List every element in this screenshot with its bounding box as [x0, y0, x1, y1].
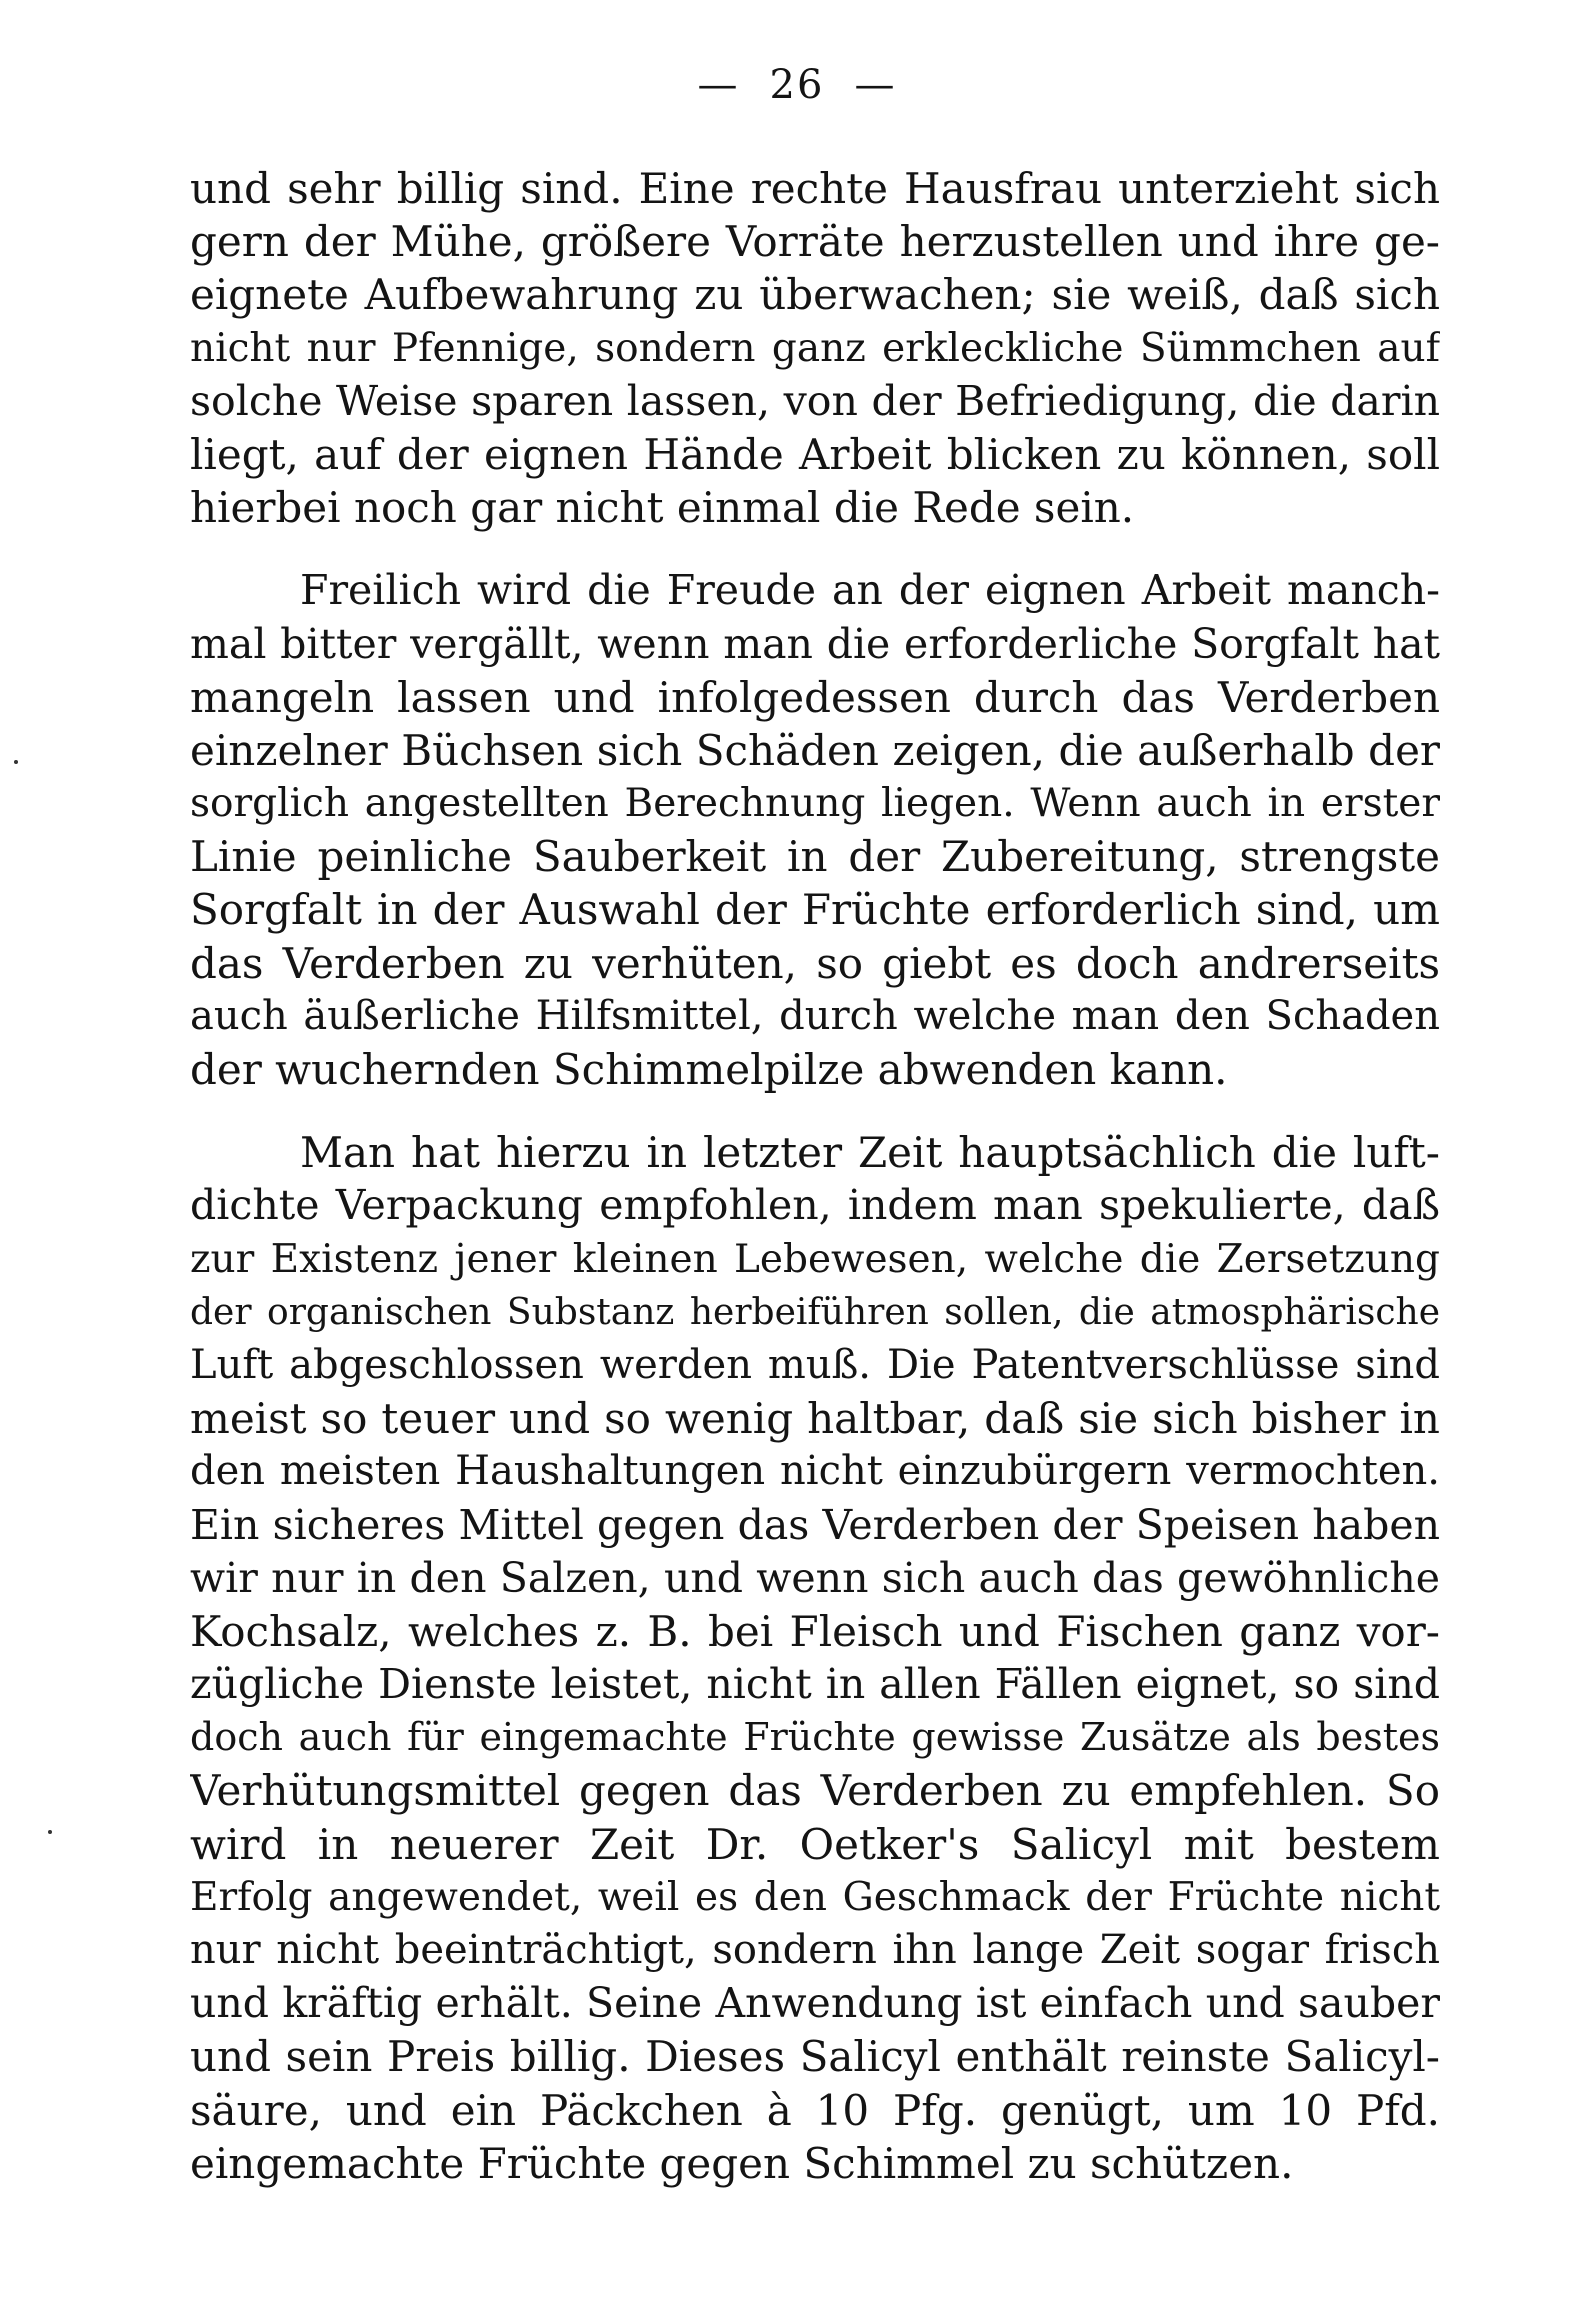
text-line: hierbei noch gar nicht einmal die Rede sein.	[190, 483, 1135, 533]
text-line: dichte Verpackung empfohlen, indem man spekulierte, daß	[190, 1181, 1440, 1230]
text-line: wir nur in den Salzen, und wenn sich auch das gewöhnliche	[190, 1553, 1440, 1602]
text-line: nur nicht beeinträchtigt, sondern ihn lange Zeit sogar frisch	[190, 1927, 1440, 1973]
text-line: zur Existenz jener kleinen Lebewesen, welche die Zersetzung	[190, 1236, 1440, 1282]
page-number: 26	[769, 62, 825, 108]
text-line: Ein sicheres Mittel gegen das Verderben der Speisen haben	[190, 1500, 1440, 1549]
text-line: gern der Mühe, größere Vorräte herzustellen und ihre ge-	[190, 217, 1440, 267]
text-line: mal bitter vergällt, wenn man die erforderliche Sorgfalt hat	[190, 619, 1440, 668]
text-line: mangeln lassen und infolgedessen durch das Verderben	[190, 672, 1440, 722]
text-line: solche Weise sparen lassen, von der Befriedigung, die darin	[190, 376, 1440, 425]
page-header	[0, 60, 1594, 110]
text-line: Verhütungsmittel gegen das Verderben zu empfehlen. So	[190, 1766, 1440, 1816]
text-line: der organischen Substanz herbeiführen sollen, die atmosphärische	[190, 1291, 1440, 1333]
text-line: Freilich wird die Freude an der eignen Arbeit manch-	[300, 566, 1440, 615]
text-line: wird in neuerer Zeit Dr. Oetker's Salicyl mit bestem	[190, 1819, 1440, 1869]
text-line: nicht nur Pfennige, sondern ganz erkleckliche Sümmchen auf	[190, 325, 1440, 371]
text-line: Erfolg angewendet, weil es den Geschmack der Früchte nicht	[190, 1874, 1440, 1920]
text-line: meist so teuer und so wenig haltbar, daß sie sich bisher in	[190, 1394, 1440, 1444]
text-line: und sehr billig sind. Eine rechte Hausfrau unterzieht sich	[190, 164, 1440, 213]
text-line: auch äußerliche Hilfsmittel, durch welche man den Schaden	[190, 992, 1440, 1039]
scan-speck	[48, 1830, 52, 1834]
text-line: zügliche Dienste leistet, nicht in allen Fällen eignet, so sind	[190, 1660, 1440, 1709]
text-line: Kochsalz, welches z. B. bei Fleisch und Fischen ganz vor-	[190, 1606, 1440, 1656]
paragraph-3	[190, 1126, 1440, 2190]
text-line: und sein Preis billig. Dieses Salicyl enthält reinste Salicyl-	[190, 2032, 1440, 2082]
text-line: der wuchernden Schimmelpilze abwenden kann.	[190, 1045, 1228, 1094]
text-line: eingemachte Früchte gegen Schimmel zu schützen.	[190, 2138, 1294, 2188]
text-line: Linie peinliche Sauberkeit in der Zubereitung, strengste	[190, 832, 1440, 882]
text-line: den meisten Haushaltungen nicht einzubürgern vermochten.	[190, 1448, 1440, 1495]
body-text	[190, 162, 1440, 2190]
scan-speck	[14, 760, 18, 764]
header-dash-left: —	[697, 62, 740, 108]
text-line: Sorgfalt in der Auswahl der Früchte erforderlich sind, um	[190, 885, 1440, 935]
text-line: doch auch für eingemachte Früchte gewisse Zusätze als bestes	[190, 1715, 1440, 1760]
text-line: säure, und ein Päckchen à 10 Pfg. genügt, um 10 Pfd.	[190, 2085, 1440, 2135]
text-line: sorglich angestellten Berechnung liegen. Wenn auch in erster	[190, 781, 1440, 827]
paragraph-1	[190, 162, 1440, 534]
text-line: Luft abgeschlossen werden muß. Die Patentverschlüsse sind	[190, 1341, 1440, 1388]
text-line: eignete Aufbewahrung zu überwachen; sie weiß, daß sich	[190, 270, 1440, 320]
text-line: Man hat hierzu in letzter Zeit hauptsächlich die luft-	[300, 1128, 1440, 1178]
text-line: und kräftig erhält. Seine Anwendung ist einfach und sauber	[190, 1979, 1440, 2028]
header-dash-right: —	[854, 62, 897, 108]
paragraph-2	[190, 564, 1440, 1096]
text-line: einzelner Büchsen sich Schäden zeigen, die außerhalb der	[190, 725, 1440, 775]
text-line: liegt, auf der eignen Hände Arbeit blicken zu können, soll	[190, 429, 1440, 479]
text-line: das Verderben zu verhüten, so giebt es doch andrerseits	[190, 938, 1440, 988]
